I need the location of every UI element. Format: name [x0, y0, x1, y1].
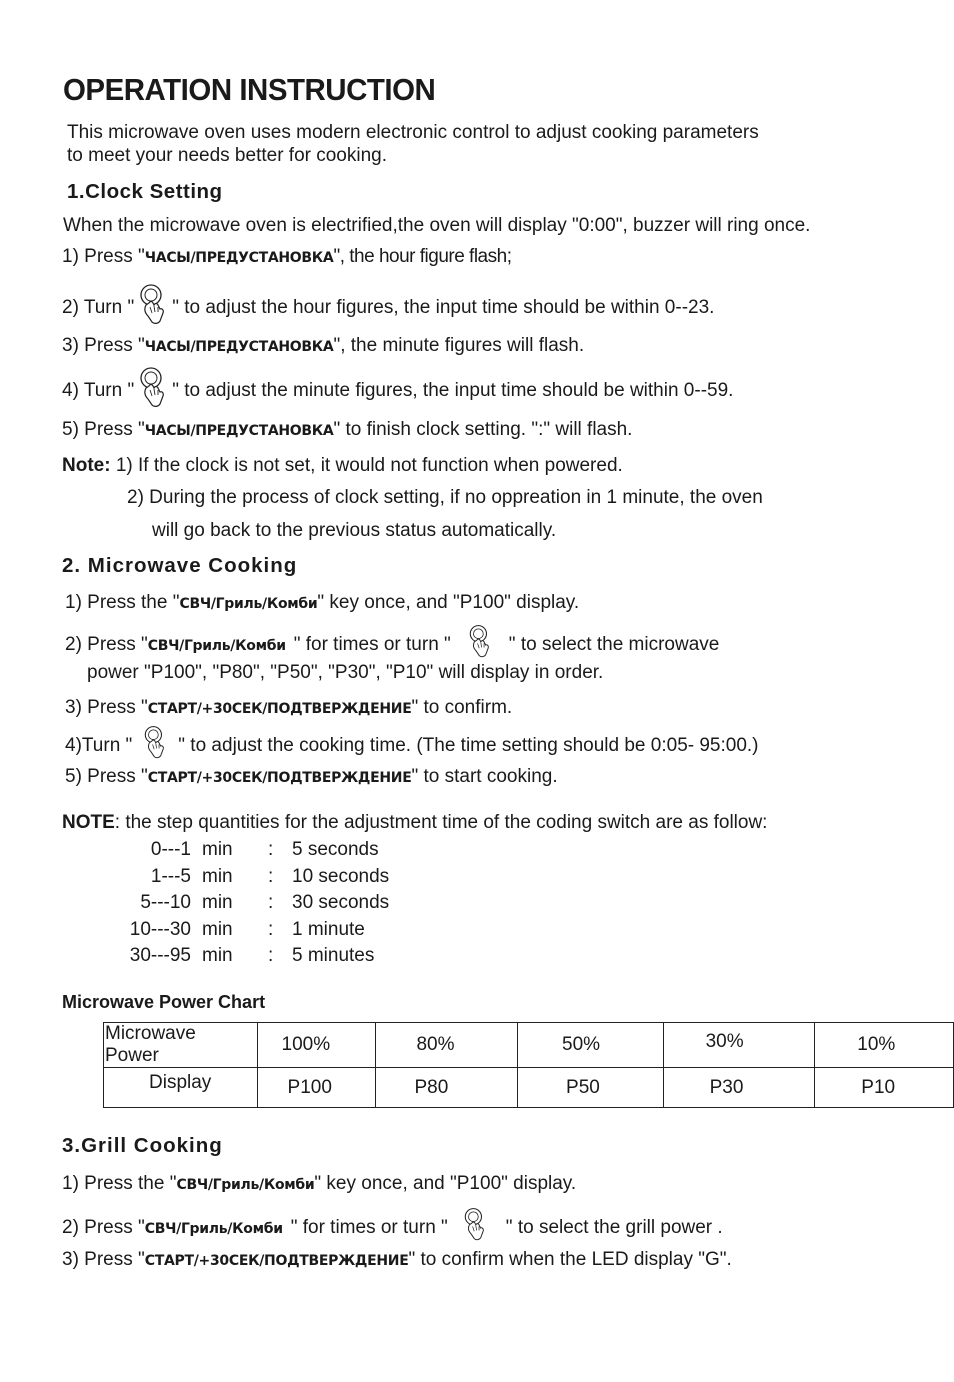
clock-note-1: [62, 455, 623, 477]
step-separator: :: [268, 945, 274, 966]
step-text: 1) Press the ": [62, 1173, 177, 1194]
step-text: 5) Press ": [65, 766, 148, 787]
table-cell: P50: [518, 1068, 664, 1108]
table-cell: P30: [663, 1068, 815, 1108]
step-text: 1) Press ": [62, 246, 145, 267]
table-cell: 80%: [376, 1023, 518, 1068]
step-value: 5 minutes: [292, 945, 375, 966]
step-text: 4) Turn ": [62, 380, 135, 401]
step-text: 3) Press ": [62, 1249, 145, 1270]
start-key: СТАРТ/+30СЕК/ПОДТВЕРЖДЕНИЕ: [144, 1253, 409, 1269]
mw-step-5: [65, 766, 558, 788]
mw-note: [62, 812, 767, 834]
knob-icon: [460, 1207, 490, 1241]
mw-step-3: [65, 697, 512, 719]
note-text: 1) If the clock is not set, it would not function when powered.: [110, 455, 623, 476]
microwave-cooking-heading: 2. Microwave Cooking: [62, 554, 298, 577]
step-text: 1) Press the ": [65, 592, 180, 613]
step-text: 2) Press ": [62, 1217, 145, 1238]
table-row: [104, 1068, 954, 1108]
step-text: " to adjust the cooking time. (The time setting should be 0:05- 95:00.): [178, 735, 759, 756]
step-unit: min: [202, 839, 233, 860]
step-text: 4)Turn ": [65, 735, 133, 756]
mode-key: СВЧ/Гриль/Комби: [147, 638, 286, 654]
step-separator: :: [268, 839, 274, 860]
table-cell: 30%: [663, 1023, 815, 1068]
step-text: 3) Press ": [65, 697, 148, 718]
clock-setting-heading: 1.Clock Setting: [67, 180, 223, 203]
power-row-label: Microwave Power: [104, 1023, 258, 1068]
step-range: 1---5: [150, 865, 191, 887]
step-text: " to start cooking.: [411, 766, 558, 787]
step-unit: min: [202, 918, 233, 940]
step-value: 30 seconds: [292, 892, 390, 913]
power-chart-heading: Microwave Power Chart: [62, 992, 266, 1012]
clock-note-2a: 2) During the process of clock setting, if no oppreation in 1 minute, the oven: [127, 487, 763, 508]
step-range: 30---95: [129, 945, 191, 966]
clock-note-2b: will go back to the previous status automatically.: [152, 520, 557, 541]
note-label: NOTE: [62, 812, 115, 833]
step-value: 5 seconds: [292, 839, 379, 860]
knob-icon: [138, 366, 168, 408]
display-row-label: Display: [104, 1068, 258, 1108]
clock-preset-key: ЧАСЫ/ПРЕДУСТАНОВКА: [144, 339, 334, 355]
step-unit: min: [202, 892, 233, 913]
step-text: ", the minute figures will flash.: [333, 335, 585, 356]
table-cell: P80: [376, 1068, 518, 1108]
mw-step-2: [65, 624, 719, 658]
step-text: ", the hour figure flash;: [333, 246, 512, 267]
intro-line-1: This microwave oven uses modern electronic control to adjust cooking parameters: [67, 122, 759, 143]
table-cell: 50%: [518, 1023, 664, 1068]
mode-key: СВЧ/Гриль/Комби: [179, 596, 318, 612]
step-text: " key once, and "P100" display.: [317, 592, 580, 613]
step-text: " to adjust the hour figures, the input time should be within 0--23.: [172, 297, 715, 318]
step-text: " to confirm when the LED display "G".: [408, 1249, 732, 1270]
clock-step-2: [62, 283, 714, 325]
step-separator: :: [268, 865, 274, 887]
step-text: " to finish clock setting. ":" will flash.: [333, 419, 633, 440]
step-text: 2) Press ": [65, 634, 148, 655]
step-text: " key once, and "P100" display.: [314, 1173, 577, 1194]
step-text: " to adjust the minute figures, the input time should be within 0--59.: [172, 380, 734, 401]
step-text: 5) Press ": [62, 419, 145, 440]
knob-icon: [140, 725, 170, 759]
step-unit: min: [202, 865, 233, 887]
mw-step-4: [65, 725, 759, 759]
table-cell: P10: [815, 1068, 954, 1108]
mw-step-2-cont: power "P100", "P80", "P50", "P30", "P10" will display in order.: [87, 662, 604, 683]
step-text: 2) Turn ": [62, 297, 135, 318]
clock-setting-intro: When the microwave oven is electrified,the oven will display "0:00", buzzer will ring once.: [63, 215, 811, 236]
step-separator: :: [268, 918, 274, 940]
grill-step-1: [62, 1173, 576, 1195]
clock-preset-key: ЧАСЫ/ПРЕДУСТАНОВКА: [144, 250, 334, 266]
step-text: " for times or turn ": [293, 634, 451, 655]
start-key: СТАРТ/+30СЕК/ПОДТВЕРЖДЕНИЕ: [147, 770, 412, 786]
step-unit: min: [202, 945, 233, 966]
clock-preset-key: ЧАСЫ/ПРЕДУСТАНОВКА: [144, 423, 334, 439]
step-text: " for times or turn ": [290, 1217, 448, 1238]
clock-step-4: [62, 366, 733, 408]
clock-step-5: [62, 419, 632, 441]
mode-key: СВЧ/Гриль/Комби: [176, 1177, 315, 1193]
step-text: 3) Press ": [62, 335, 145, 356]
power-chart-table: [103, 1022, 954, 1108]
page-title: OPERATION INSTRUCTION: [63, 72, 436, 107]
step-value: 10 seconds: [292, 865, 390, 887]
table-row: [104, 1023, 954, 1068]
step-text: " to select the grill power .: [505, 1217, 723, 1238]
step-value: 1 minute: [292, 918, 365, 940]
grill-cooking-heading: 3.Grill Cooking: [62, 1134, 223, 1157]
step-text: " to confirm.: [411, 697, 513, 718]
table-cell: 100%: [257, 1023, 376, 1068]
step-separator: :: [268, 892, 274, 913]
note-label: Note:: [62, 455, 111, 476]
knob-icon: [138, 283, 168, 325]
intro-line-2: to meet your needs better for cooking.: [67, 145, 388, 166]
grill-step-2: [62, 1207, 723, 1241]
start-key: СТАРТ/+30СЕК/ПОДТВЕРЖДЕНИЕ: [147, 701, 412, 717]
clock-step-3: [62, 335, 584, 357]
step-range: 0---1: [150, 839, 191, 860]
table-cell: 10%: [815, 1023, 954, 1068]
step-range: 10---30: [129, 918, 191, 940]
note-text: : the step quantities for the adjustment time of the coding switch are as follow:: [114, 812, 768, 833]
grill-step-3: [62, 1249, 732, 1271]
clock-step-1: [62, 246, 511, 268]
step-text: " to select the microwave: [508, 634, 720, 655]
step-range: 5---10: [140, 892, 191, 913]
table-cell: P100: [257, 1068, 376, 1108]
mw-step-1: [65, 592, 579, 614]
mode-key: СВЧ/Гриль/Комби: [144, 1221, 283, 1237]
knob-icon: [465, 624, 495, 658]
